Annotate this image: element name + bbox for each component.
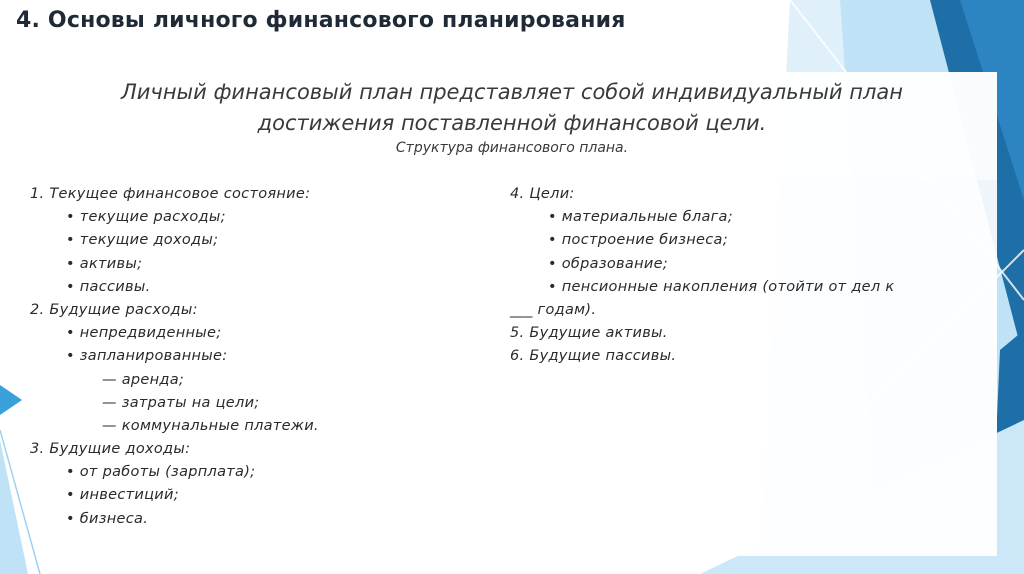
list-item: • бизнеса. [66,510,149,527]
list-item: • пенсионные накопления (отойти от дел к [548,278,895,295]
list-heading-future-expenses: 2. Будущие расходы: [30,301,198,318]
left-column-list [30,183,430,531]
list-heading-future-assets: 5. Будущие активы. [510,325,668,342]
left-bottom-accent [0,440,28,574]
list-subitem: — аренда; [102,371,185,388]
list-heading-future-income: 3. Будущие доходы: [30,441,191,458]
list-item: • инвестиций; [66,487,179,504]
list-item: • непредвиденные; [66,325,222,342]
plan-structure-subtitle: Структура финансового плана. [395,140,629,156]
list-item: • построение бизнеса; [548,232,728,249]
list-item: • образование; [548,255,668,272]
list-subitem: — затраты на цели; [102,394,260,411]
list-subitem: — коммунальные платежи. [102,417,319,434]
list-item: • пассивы. [66,278,151,295]
list-heading-current-state: 1. Текущее финансовое состояние: [30,186,311,202]
list-item: • от работы (зарплата); [66,464,256,481]
left-triangle-accent [0,385,22,415]
list-item: • запланированные: [66,348,228,365]
list-item-continuation: ___ годам). [510,301,597,318]
list-item: • текущие доходы; [66,232,219,249]
list-item: • текущие расходы; [66,209,226,226]
slide-title: 4. Основы личного финансового планирования [16,8,626,33]
lead-line-2: достижения поставленной финансовой цели. [257,111,767,135]
list-heading-goals: 4. Цели: [510,186,575,202]
lead-line-1: Личный финансовый план представляет собой индивидуальный план [120,80,903,104]
list-item: • материальные блага; [548,209,733,226]
list-item: • активы; [66,255,143,272]
list-heading-future-liabilities: 6. Будущие пассивы. [510,348,677,365]
right-column-list [510,183,985,369]
